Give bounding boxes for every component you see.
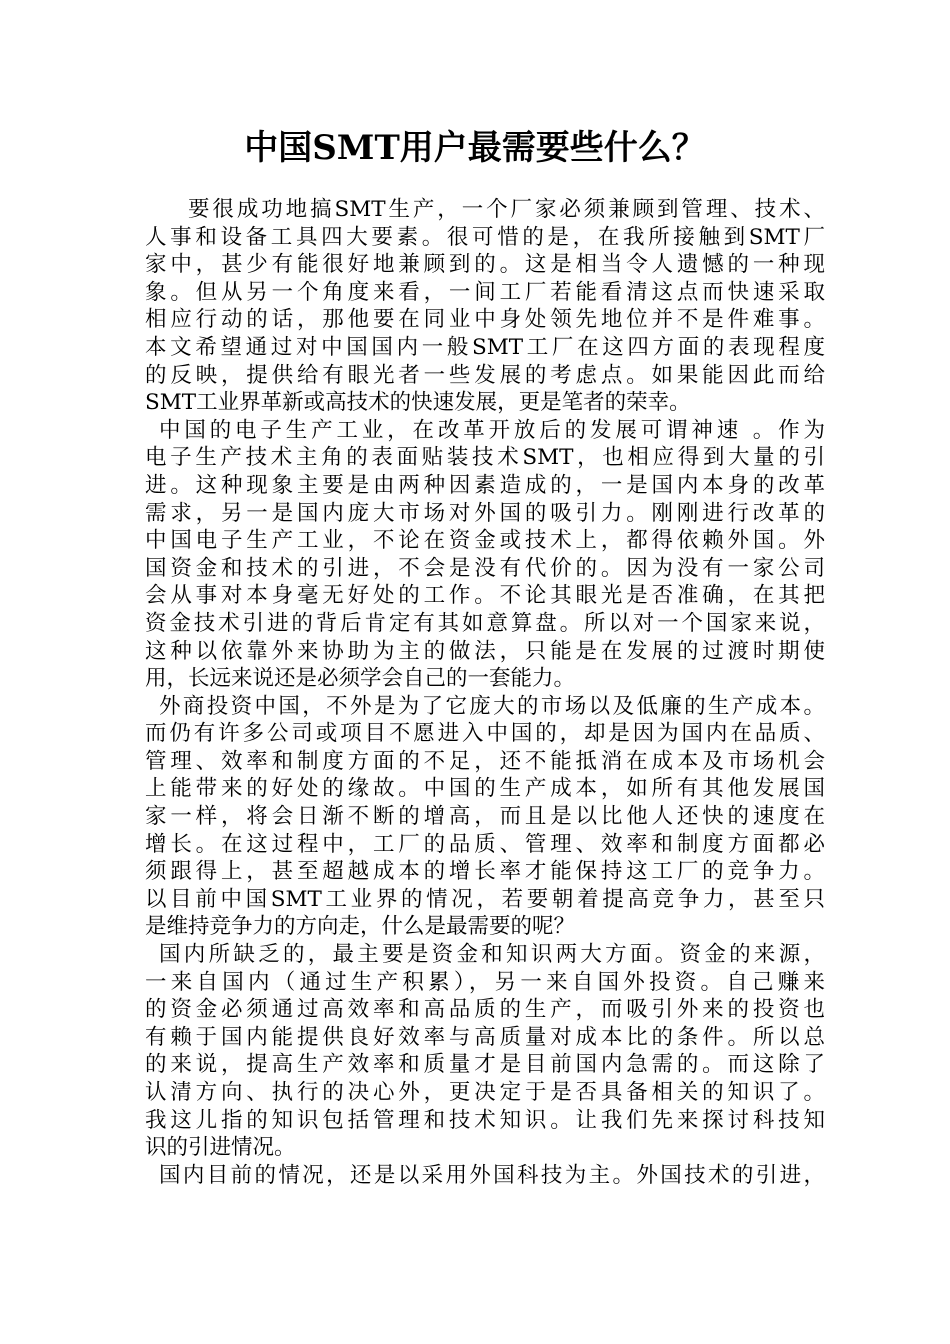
text-line: 中国电子生产工业，不论在资金或技术上，都得依赖外国。外 [145, 528, 825, 554]
text-line: 国资金和技术的引进，不会是没有代价的。因为没有一家公司 [145, 555, 825, 581]
document-title: 中国SMT用户最需要些什么？ [244, 128, 706, 168]
text-line: 以目前中国SMT工业界的情况，若要朝着提高竞争力，甚至只 [145, 886, 825, 912]
text-line: 有赖于国内能提供良好效率与高质量对成本比的条件。所以总 [145, 1024, 825, 1050]
text-line: 的来说，提高生产效率和质量才是目前国内急需的。而这除了 [145, 1052, 825, 1078]
text-line: 本文希望通过对中国国内一般SMT工厂在这四方面的表现程度 [145, 334, 825, 360]
text-line: 的反映，提供给有眼光者一些发展的考虑点。如果能因此而给 [145, 362, 825, 388]
text-line: 上能带来的好处的缘故。中国的生产成本，如所有其他发展国 [145, 776, 825, 802]
text-line: 中国的电子生产工业，在改革开放后的发展可谓神速 。作为 [159, 417, 825, 443]
text-line: 国内所缺乏的，最主要是资金和知识两大方面。资金的来源， [159, 942, 825, 968]
text-line: 识的引进情况。 [145, 1135, 296, 1161]
text-line: 我这儿指的知识包括管理和技术知识。让我们先来探讨科技知 [145, 1107, 825, 1133]
text-line: 而仍有许多公司或项目不愿进入中国的，却是因为国内在品质、 [145, 721, 825, 747]
text-line: 电子生产技术主角的表面贴装技术SMT，也相应得到大量的引 [145, 445, 825, 471]
text-line: 增长。在这过程中，工厂的品质、管理、效率和制度方面都必 [145, 831, 825, 857]
text-line: 的资金必须通过高效率和高品质的生产，而吸引外来的投资也 [145, 997, 825, 1023]
text-line: 象。但从另一个角度来看，一间工厂若能看清这点而快速采取 [145, 279, 825, 305]
text-line: 须跟得上，甚至超越成本的增长率才能保持这工厂的竞争力。 [145, 859, 825, 885]
text-line: 家中，甚少有能很好地兼顾到的。这是相当令人遗憾的一种现 [145, 252, 825, 278]
text-line: 人事和设备工具四大要素。很可惜的是，在我所接触到SMT厂 [145, 224, 825, 250]
text-line: 这种以依靠外来协助为主的做法，只能是在发展的过渡时期使 [145, 638, 825, 664]
text-line: 相应行动的话，那他要在同业中身处领先地位并不是件难事。 [145, 307, 825, 333]
text-line: 要很成功地搞SMT生产，一个厂家必须兼顾到管理、技术、 [188, 197, 825, 222]
text-line: 国内目前的情况，还是以采用外国科技为主。外国技术的引进， [159, 1162, 825, 1188]
text-line: 会从事对本身毫无好处的工作。不论其眼光是否准确，在其把 [145, 583, 825, 609]
text-line: 家一样，将会日渐不断的增高，而且是以比他人还快的速度在 [145, 804, 825, 830]
text-line: 认清方向、执行的决心外，更决定于是否具备相关的知识了。 [145, 1080, 825, 1105]
text-line: 是维持竞争力的方向走，什么是最需要的呢？ [145, 914, 576, 940]
text-line: 资金技术引进的背后肯定有其如意算盘。所以对一个国家来说， [145, 610, 825, 636]
text-line: 管理、效率和制度方面的不足，还不能抵消在成本及市场机会 [145, 748, 825, 774]
text-line: 外商投资中国，不外是为了它庞大的市场以及低廉的生产成本。 [159, 693, 825, 719]
text-line: 需求，另一是国内庞大市场对外国的吸引力。刚刚进行改革的 [145, 500, 825, 526]
text-line: 一来自国内（通过生产积累），另一来自国外投资。自己赚来 [145, 969, 825, 995]
text-line: 进。这种现象主要是由两种因素造成的，一是国内本身的改革 [145, 472, 825, 498]
document-body [145, 196, 825, 1189]
text-line: SMT工业界革新或高技术的快速发展，更是笔者的荣幸。 [145, 390, 691, 416]
text-line: 用，长远来说还是必须学会自己的一套能力。 [145, 666, 576, 692]
